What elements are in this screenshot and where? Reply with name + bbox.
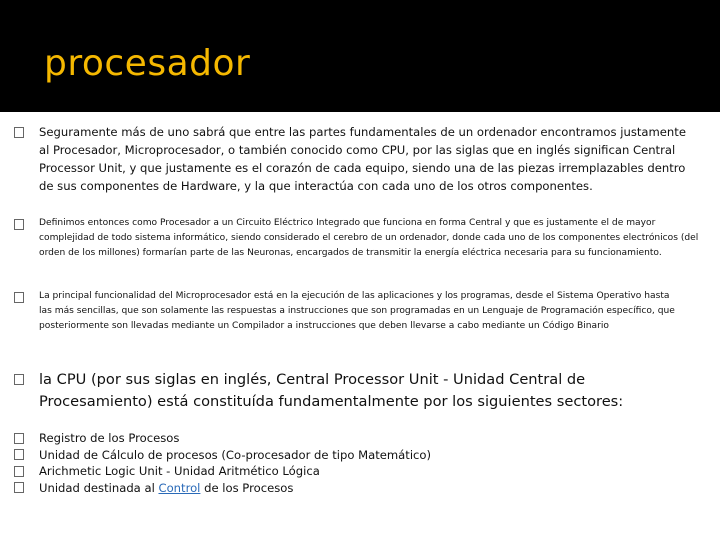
bullet-square-icon <box>14 466 24 477</box>
sector-control-prefix: Unidad destinada al <box>39 480 159 495</box>
paragraph-cpu-sectors: la CPU (por sus siglas en inglés, Central Processor Unit - Unidad Central de Procesamiento) está constituída fundamentalmente por los siguientes sectores: <box>39 371 624 410</box>
control-link[interactable]: Control <box>158 480 201 495</box>
sector-list <box>39 430 679 496</box>
bullet-square-icon <box>14 433 24 444</box>
bullet-square-icon <box>14 449 24 460</box>
sector-control-suffix: de los Procesos <box>200 480 294 495</box>
slide-title: procesador <box>44 43 251 84</box>
bullet-square-icon <box>14 292 24 303</box>
sector-item-control <box>39 480 679 497</box>
paragraph-definition: Definimos entonces como Procesador a un Circuito Eléctrico Integrado que funciona en forma Central y que es justamente el de mayor complejidad de todo sistema informático, siendo considerado el cerebro de un ordenador, donde cada uno de los componentes electrónicos (del orden de los millones) formarían parte de las Neuronas, encargados de transmitir la energía eléctrica necesaria para su funcionamiento. <box>39 218 699 258</box>
bullet-square-icon <box>14 374 24 385</box>
bullet-square-icon <box>14 127 24 138</box>
sector-item-registro: Registro de los Procesos <box>39 431 180 445</box>
title-bar <box>0 0 720 112</box>
bullet-square-icon <box>14 219 24 230</box>
sector-item-alu: Arichmetic Logic Unit - Unidad Aritmético Lógica <box>39 464 320 478</box>
paragraph-intro: Seguramente más de uno sabrá que entre las partes fundamentales de un ordenador encontramos justamente al Procesador, Microprocesador, o también conocido como CPU, por las siglas que en inglés significan Central Processor Unit, y que justamente es el corazón de cada equipo, siendo una de las piezas irremplazables dentro de sus componentes de Hardware, y la que interactúa con cada uno de los otros componentes. <box>39 125 686 193</box>
paragraph-functionality: La principal funcionalidad del Microprocesador está en la ejecución de las aplicaciones y los programas, desde el Sistema Operativo hasta las más sencillas, que son solamente las respuestas a instrucciones que son programadas en un Lenguaje de Programación específico, que posteriormente son llevadas mediante un Compilador a instrucciones que deben llevarse a cabo mediante un Código Binario <box>39 291 675 331</box>
sector-item-calculo: Unidad de Cálculo de procesos (Co-procesador de tipo Matemático) <box>39 447 432 462</box>
bullet-square-icon <box>14 482 24 493</box>
